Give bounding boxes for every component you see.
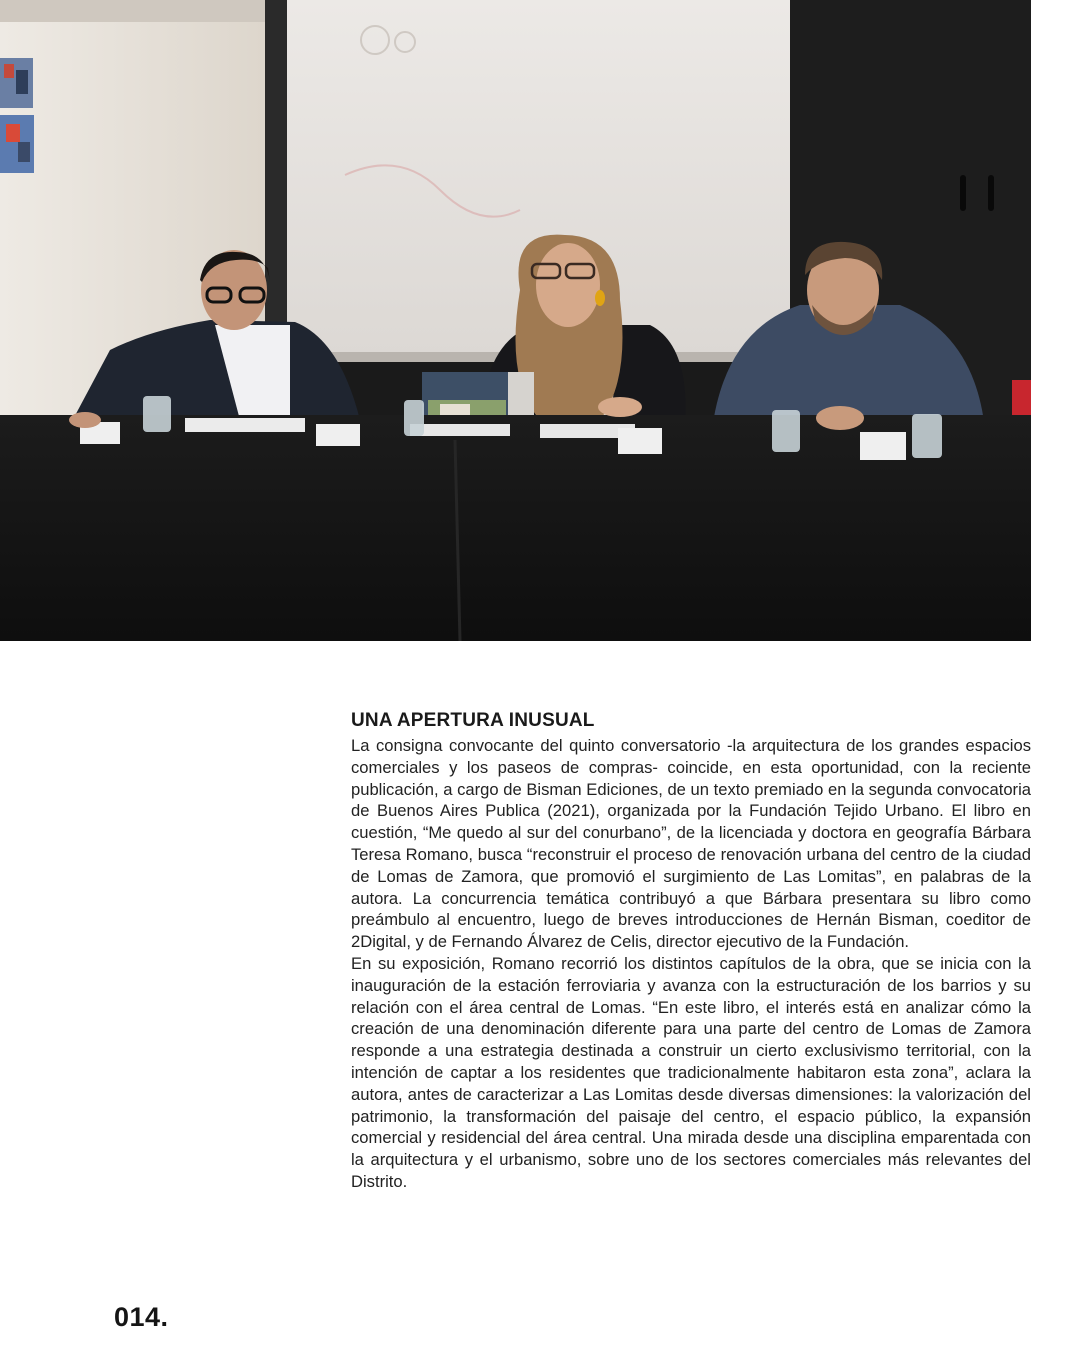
event-photo <box>0 0 1031 641</box>
article-heading: UNA APERTURA INUSUAL <box>351 710 595 731</box>
page-number: 014. <box>114 1302 169 1332</box>
article-paragraph: En su exposición, Romano recorrió los distintos capítulos de la obra, que se inicia con la inauguración de la estación ferroviaria y avanza con la estructuración de los barrios y su relación con el área central de Lomas. “En este libro, el interés está en analizar cómo la creación de una denominación diferente para una parte del centro de Lomas de Zamora responde a una estrategia destinada a construir un cierto exclusivismo territorial, con la intención de captar a los residentes que tradicionalmente habitaron esta zona”, aclara la autora, antes de caracterizar a Las Lomitas desde diversas dimensiones: la valorización del patrimonio, la transformación del paisaje del centro, el espacio público, la expansión comercial y residencial del área central. Una mirada desde una disciplina emparentada con la arquitectura y el urbanismo, sobre uno de los sectores comerciales más relevantes del Distrito. <box>351 953 1031 1191</box>
article <box>351 710 1031 1193</box>
article-paragraph: La consigna convocante del quinto conversatorio -la arquitectura de los grandes espacios comerciales y los paseos de compras- coincide, en esta oportunidad, con la reciente publicación, a cargo de Bisman Ediciones, de un texto premiado en la segunda convocatoria de Buenos Aires Publica (2021), organizada por la Fundación Tejido Urbano. El libro en cuestión, “Me quedo al sur del conurbano”, de la licenciada y doctora en geografía Bárbara Teresa Romano, busca “reconstruir el proceso de renovación urbana del centro de la ciudad de Lomas de Zamora, que promovió el surgimiento de Las Lomitas”, en palabras de la autora. La concurrencia temática contribuyó a que Bárbara presentara su libro como preámbulo al encuentro, luego de breves introducciones de Hernán Bisman, coeditor de 2Digital, y de Fernando Álvarez de Celis, director ejecutivo de la Fundación. <box>351 736 1031 952</box>
